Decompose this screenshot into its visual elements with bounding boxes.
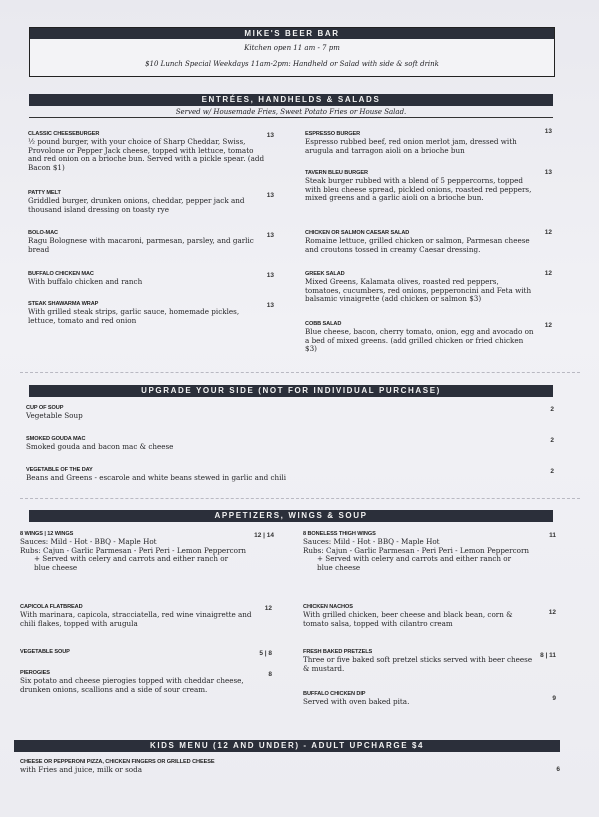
entrees-section-title: ENTRÉES, HANDHELDS & SALADS — [29, 94, 553, 106]
item-price: 8 | 11 — [540, 652, 556, 659]
item-description: Served with oven baked pita. — [303, 697, 410, 706]
menu-item — [305, 169, 535, 203]
menu-item — [303, 690, 535, 707]
item-name: BOLO-MAC — [28, 230, 58, 236]
item-description: Sauces: Mild - Hot - BBQ - Maple Hot Rubs: Cajun - Garlic Parmesan - Peri Peri - Lemon Peppercorn — [303, 537, 530, 555]
item-note: + Served with celery and carrots and either ranch or blue cheese — [317, 554, 512, 572]
item-description: Vegetable Soup — [26, 411, 83, 420]
menu-item — [305, 229, 535, 254]
item-name: PATTY MELT — [28, 190, 61, 196]
item-name: CUP OF SOUP — [26, 405, 64, 411]
menu-item — [20, 669, 260, 694]
item-price: 6 — [556, 766, 560, 773]
menu-item — [305, 320, 535, 354]
item-name: BUFFALO CHICKEN DIP — [303, 691, 366, 697]
item-price: 12 — [544, 322, 552, 329]
menu-item — [303, 530, 535, 572]
menu-item — [20, 648, 260, 656]
item-price: 8 — [268, 671, 272, 678]
entrees-subtitle: Served w/ Housemade Fries, Sweet Potato Fries or House Salad. — [29, 108, 553, 118]
item-name: VEGETABLE OF THE DAY — [26, 467, 93, 473]
section-divider — [20, 498, 580, 499]
item-name: PIEROGIES — [20, 670, 50, 676]
item-description: Smoked gouda and bacon mac & cheese — [26, 442, 174, 451]
item-price: 13 — [266, 302, 274, 309]
item-name: CHICKEN OR SALMON CAESAR SALAD — [305, 230, 410, 236]
item-description: Three or five baked soft pretzel sticks served with beer cheese & mustard. — [303, 655, 533, 673]
item-price: 13 — [266, 232, 274, 239]
item-description: Steak burger rubbed with a blend of 5 peppercorns, topped with bleu cheese spread, pickled onions, roasted red peppers, mixed greens and a garlic aioli on a brioche bun. — [305, 176, 532, 203]
item-name: CLASSIC CHEESEBURGER — [28, 131, 100, 137]
item-description: Blue cheese, bacon, cherry tomato, onion, egg and avocado on a bed of mixed greens. (add grilled chicken or fried chicken $3) — [305, 327, 534, 354]
item-description: Sauces: Mild - Hot - BBQ - Maple Hot Rubs: Cajun - Garlic Parmesan - Peri Peri - Lemon Peppercorn — [20, 537, 247, 555]
menu-item — [26, 466, 526, 483]
item-name: 8 WINGS | 12 WINGS — [20, 531, 74, 537]
item-description: Espresso rubbed beef, red onion merlot jam, dressed with arugula and tarragon aioli on a brioche bun — [305, 137, 517, 155]
item-price: 2 — [550, 468, 554, 475]
item-name: VEGETABLE SOUP — [20, 649, 70, 655]
menu-item — [305, 270, 535, 304]
menu-item — [303, 648, 535, 673]
section-divider — [20, 372, 580, 373]
kitchen-hours: Kitchen open 11 am - 7 pm — [244, 44, 340, 52]
item-name: 8 BONELESS THIGH WINGS — [303, 531, 376, 537]
item-name: SMOKED GOUDA MAC — [26, 436, 86, 442]
menu-item — [305, 130, 535, 155]
item-name: TAVERN BLEU BURGER — [305, 170, 368, 176]
item-price: 12 — [544, 270, 552, 277]
item-description: With grilled chicken, beer cheese and black bean, corn & tomato salsa, topped with cilantro cream — [303, 610, 513, 628]
menu-item — [26, 435, 526, 452]
item-description: with Fries and juice, milk or soda — [20, 765, 143, 774]
item-price: 11 — [549, 532, 556, 539]
item-name: CAPICOLA FLATBREAD — [20, 604, 83, 610]
item-description: ½ pound burger, with your choice of Sharp Cheddar, Swiss, Provolone or Pepper Jack cheese, topped with lettuce, tomato and red onion on a brioche bun. Served with a pickle spear. (add Bacon $1) — [28, 137, 265, 172]
item-price: 13 — [544, 128, 552, 135]
menu-item — [303, 603, 535, 628]
item-description: With marinara, capicola, stracciatella, red wine vinaigrette and chili flakes, topped with arugula — [20, 610, 252, 628]
item-note: + Served with celery and carrots and either ranch or blue cheese — [34, 554, 229, 572]
item-name: STEAK SHAWARMA WRAP — [28, 301, 99, 307]
item-description: Ragu Bolognese with macaroni, parmesan, parsley, and garlic bread — [28, 236, 254, 254]
sides-section-title: UPGRADE YOUR SIDE (NOT FOR INDIVIDUAL PURCHASE) — [29, 385, 553, 397]
menu-item — [28, 189, 268, 214]
lunch-special: $10 Lunch Special Weekdays 11am-2pm: Handheld or Salad with side & soft drink — [145, 60, 439, 68]
kids-section-title: KIDS MENU (12 AND UNDER) - ADULT UPCHARGE $4 — [14, 740, 560, 752]
item-description: Six potato and cheese pierogies topped with cheddar cheese, drunken onions, scallions and a side of sour cream. — [20, 676, 244, 694]
item-name: GREEK SALAD — [305, 271, 345, 277]
menu-item — [28, 130, 268, 172]
item-price: 12 | 14 — [254, 532, 274, 539]
menu-item — [20, 758, 520, 775]
item-description: Romaine lettuce, grilled chicken or salmon, Parmesan cheese and croutons tossed in creamy Caesar dressing. — [305, 236, 530, 254]
item-price: 12 — [548, 609, 556, 616]
item-description: Griddled burger, drunken onions, cheddar, pepper jack and thousand island dressing on toasty rye — [28, 196, 245, 214]
item-description: With grilled steak strips, garlic sauce, homemade pickles, lettuce, tomato and red onion — [28, 307, 240, 325]
item-name: ESPRESSO BURGER — [305, 131, 361, 137]
item-price: 12 — [264, 605, 272, 612]
header-box — [29, 27, 555, 77]
item-price: 13 — [266, 272, 274, 279]
restaurant-title: MIKE'S BEER BAR — [30, 28, 554, 39]
menu-item — [28, 229, 268, 254]
item-price: 13 — [544, 169, 552, 176]
item-name: BUFFALO CHICKEN MAC — [28, 271, 94, 277]
menu-item — [26, 404, 526, 421]
item-price: 2 — [550, 406, 554, 413]
menu-item — [28, 270, 268, 287]
item-name: CHICKEN NACHOS — [303, 604, 353, 610]
item-name: COBB SALAD — [305, 321, 342, 327]
item-price: 2 — [550, 437, 554, 444]
menu-item — [20, 603, 260, 628]
item-description: Beans and Greens - escarole and white beans stewed in garlic and chili — [26, 473, 287, 482]
menu-item — [20, 530, 260, 572]
menu-item — [28, 300, 268, 325]
item-price: 9 — [552, 695, 556, 702]
item-price: 13 — [266, 132, 274, 139]
item-price: 13 — [266, 192, 274, 199]
item-price: 5 | 8 — [259, 650, 272, 657]
item-price: 12 — [544, 229, 552, 236]
item-name: CHEESE OR PEPPERONI PIZZA, CHICKEN FINGERS OR GRILLED CHEESE — [20, 759, 215, 765]
item-description: With buffalo chicken and ranch — [28, 277, 143, 286]
appetizers-section-title: APPETIZERS, WINGS & SOUP — [29, 510, 553, 522]
item-name: FRESH BAKED PRETZELS — [303, 649, 373, 655]
item-description: Mixed Greens, Kalamata olives, roasted red peppers, tomatoes, cucumbers, red onions, pepperoncini and Feta with balsamic vinaigrette (add chicken or salmon $3) — [305, 277, 532, 304]
